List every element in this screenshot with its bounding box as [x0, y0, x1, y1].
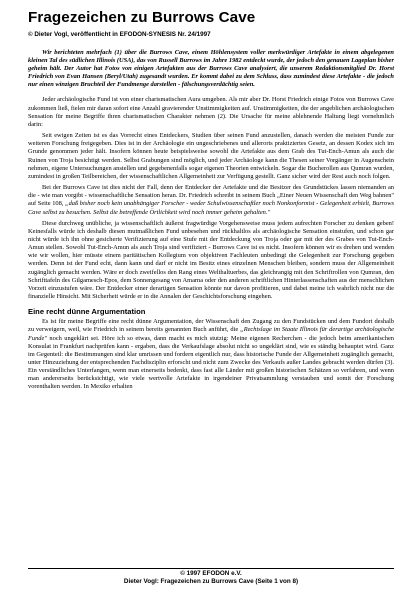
text-run: Es ist für meine Begriffe eine recht dünne Argumentation, der Wissenschaft den Zugang zu den Fundstücken und dem Fundort deshalb zu verweigern, weil, wie Friedrich in seinem bereits genannten Buch anführt, die: [28, 318, 394, 334]
text-run: Bei der Burrows Cave ist dies nicht der Fall, denn der Entdecker der Artefakte und die Besitzer des Grundstückes lassen niemanden an die - wie man vorgibt - wissenschaftliche Sensation heran. Dr. Friedrich schreibt in seinem Buch „Einer Neuen Wissenschaft den Weg bahnen" auf Seite 108,: [28, 184, 394, 208]
body-paragraph: [28, 184, 394, 217]
byline: © Dieter Vogl, veröffentlicht in EFODON-SYNESIS Nr. 24/1997: [28, 31, 211, 38]
article: [28, 9, 394, 395]
body-paragraph: Jeder archäologische Fund ist von einer charismatischen Aura umgeben. Als mir aber Dr. Horst Friedrich einige Fotos von Burrows Cave zukommen ließ, fielen mir daran sofort eine Anzahl gravierender Unstimmigkeiten auf. Unstimmigkeiten, die der angeblichen archäologischen Sensation für meine Begriffe ihren charismatischen Charakter nehmen (2). Die Ursache für meine ablehnende Haltung liegt vornehmlich darin:: [28, 96, 394, 128]
section-heading: Eine recht dünne Argumentation: [28, 307, 146, 317]
page-title: Fragezeichen zu Burrows Cave: [28, 9, 256, 26]
body-paragraph: [28, 318, 394, 391]
body-paragraph: Seit ewigen Zeiten ist es das Vorrecht eines Entdeckers, Studien über seinen Fund anzustellen, danach werden die meisten Funde zur weiteren Forschung freigegeben. Dies ist in der Archäologie ein ungeschriebenes und allerorts praktiziertes Gesetz, an dessen Kodex sich im Grunde genommen jeder hält. Insofern können heute beispielsweise sowohl die Artefakte aus dem Grab des Tut-Ench-Amun als auch die Ruinen von Troja besichtigt werden. Selbst Grabungen sind möglich, und jeder Archäologe kann die Thesen seiner Vorgänger in Augenschein nehmen, eigene Untersuchungen anstellen und gegebenenfalls sogar eigenen Theorien entwickeln. Sogar die Bucherollen aus Qumran wurden, zumindest in großen Teilbereichen, der wissenschaftlichen Allgemeinheit zur Verfügung gestellt. Ganz sicher wird der Rest auch noch folgen.: [28, 132, 394, 180]
footer-divider: [28, 568, 394, 569]
text-run: noch ungeklärt sei. Höre ich so etwas, dann macht es mich stutzig: Meine eigenen Recherchen - die jedoch beim amerikanischen Konsulat in Frankfurt nachprüfen kann - ergaben, dass die Verkaufslage absolut nicht so ungeklärt sind, wie es ständig behauptet wird. Ganz im Gegenteil: die Bestimmungen sind klar umrissen und fordern eigentlich nur, dass historische Funde der Allgemeinheit zugänglich gemacht, unter Hinzuziehung der entsprechenden Fachdisziplin erforscht und nicht zum Zwecke des Verkaufs außer Landes gebracht werden dürfen (3). Ein verständliches Unterfangen, wenn man einerseits bedenkt, dass fast alle Länder mit großen historischen Schätzen so verfahren, und wenn man andererseits berücksichtigt, wie viele wertvolle Artefakte in irgendeiner Privatsammlung verstauben und somit der Forschung vorenthalten werden. In Mexiko erhalten: [28, 334, 394, 391]
page-footer: [28, 570, 394, 586]
italic-quote: „Rechtslage im Staate Illinois für derartige archäologische Funde": [28, 326, 395, 342]
italic-quote: „daß bisher noch kein unabhängiger Forscher - weder Schulwissenschaftler noch Nonkonformist - Gelegenheit erhielt, Burrows Cave selbst zu besuchen. Selbst die betreffende Örtlichkeit wird noch immer geheim gehalten.": [28, 200, 394, 216]
intro-paragraph: Wir berichteten mehrfach (1) über die Burrows Cave, einem Höhlensystem voller merkwürdiger Artefakte in einem abgelegenen kleinen Tal des südlichen Illinois (USA), das von Russell Burrows im Jahre 1982 entdeckt wurde, der jedoch den genauen Lageplan bisher geheim hält. Der Autor hat Fotos von einigen Artefakten aus der Burrows Cave analysiert, die unserem Redaktionsmitglied Dr. Horst Friedrich von Evan Hansen (Beryl/Utah) zugesandt wurden. Er kommt dabei zu dem Schluss, dass zumindest diese Artefakte - die jedoch nur einen winzigen Bruchteil der Fundmenge darstellen - fälschungsverdächtig seien.: [28, 49, 394, 89]
footer-page-info: Dieter Vogl: Fragezeichen zu Burrows Cave (Seite 1 von 8): [123, 578, 299, 585]
body-paragraph: Diese durchweg unübliche, ja wissenschaftlich äußerst fragwürdige Vorgehensweise muss jedem aufrechten Forscher zu denken geben! Keinesfalls würde ich deshalb diesen mutmaßlichen Fund unbesehen und rückhaltlos als archäologische Sensation einstufen, und schon gar nicht würde ich ihn ohne gesicherte Verifizierung auf eine Stufe mit der Entdeckung von Troja oder gar mit der des Grabes von Tut-Ench-Amun stellen. Sowohl Tut-Ench-Amun als auch Troja sind verifiziert - Burrows Cave ist es nicht. Insofern können wir es drehen und wenden wie wir wollen, hier müsste einem paritätischen Kollegium von objektiven Fachleuten unbedingt die Gelegenheit zur Forschung gegeben werden. Denn ist der Fund echt, dann kann und darf er nicht im Besitz eines einzelnen Menschen bleiben, sondern muss der Allgemeinheit zugänglich gemacht werden. Wäre er doch zweifellos den Rang eines Welthaltuerbes, das gleichrangig mit den Schriftrollen von Qumran, den Schrifttafeln des Gilgamesch-Epos, dem Sonnengesang von Amarna oder den anderen schriftlichen Hinterlassenschaften aus der menschlichen Vorzeit einzustufen wäre. Der Entdecker einer derartigen Sensation könnte nur davon profitieren, und dabei meine ich wahrlich nicht nur die finanzielle Hinsicht. Mit Sicherheit würde er in die Annalen der Geschichtsforschung eingehen.: [28, 219, 394, 301]
footer-copyright: © 1997 EFODON e.V.: [180, 570, 242, 577]
